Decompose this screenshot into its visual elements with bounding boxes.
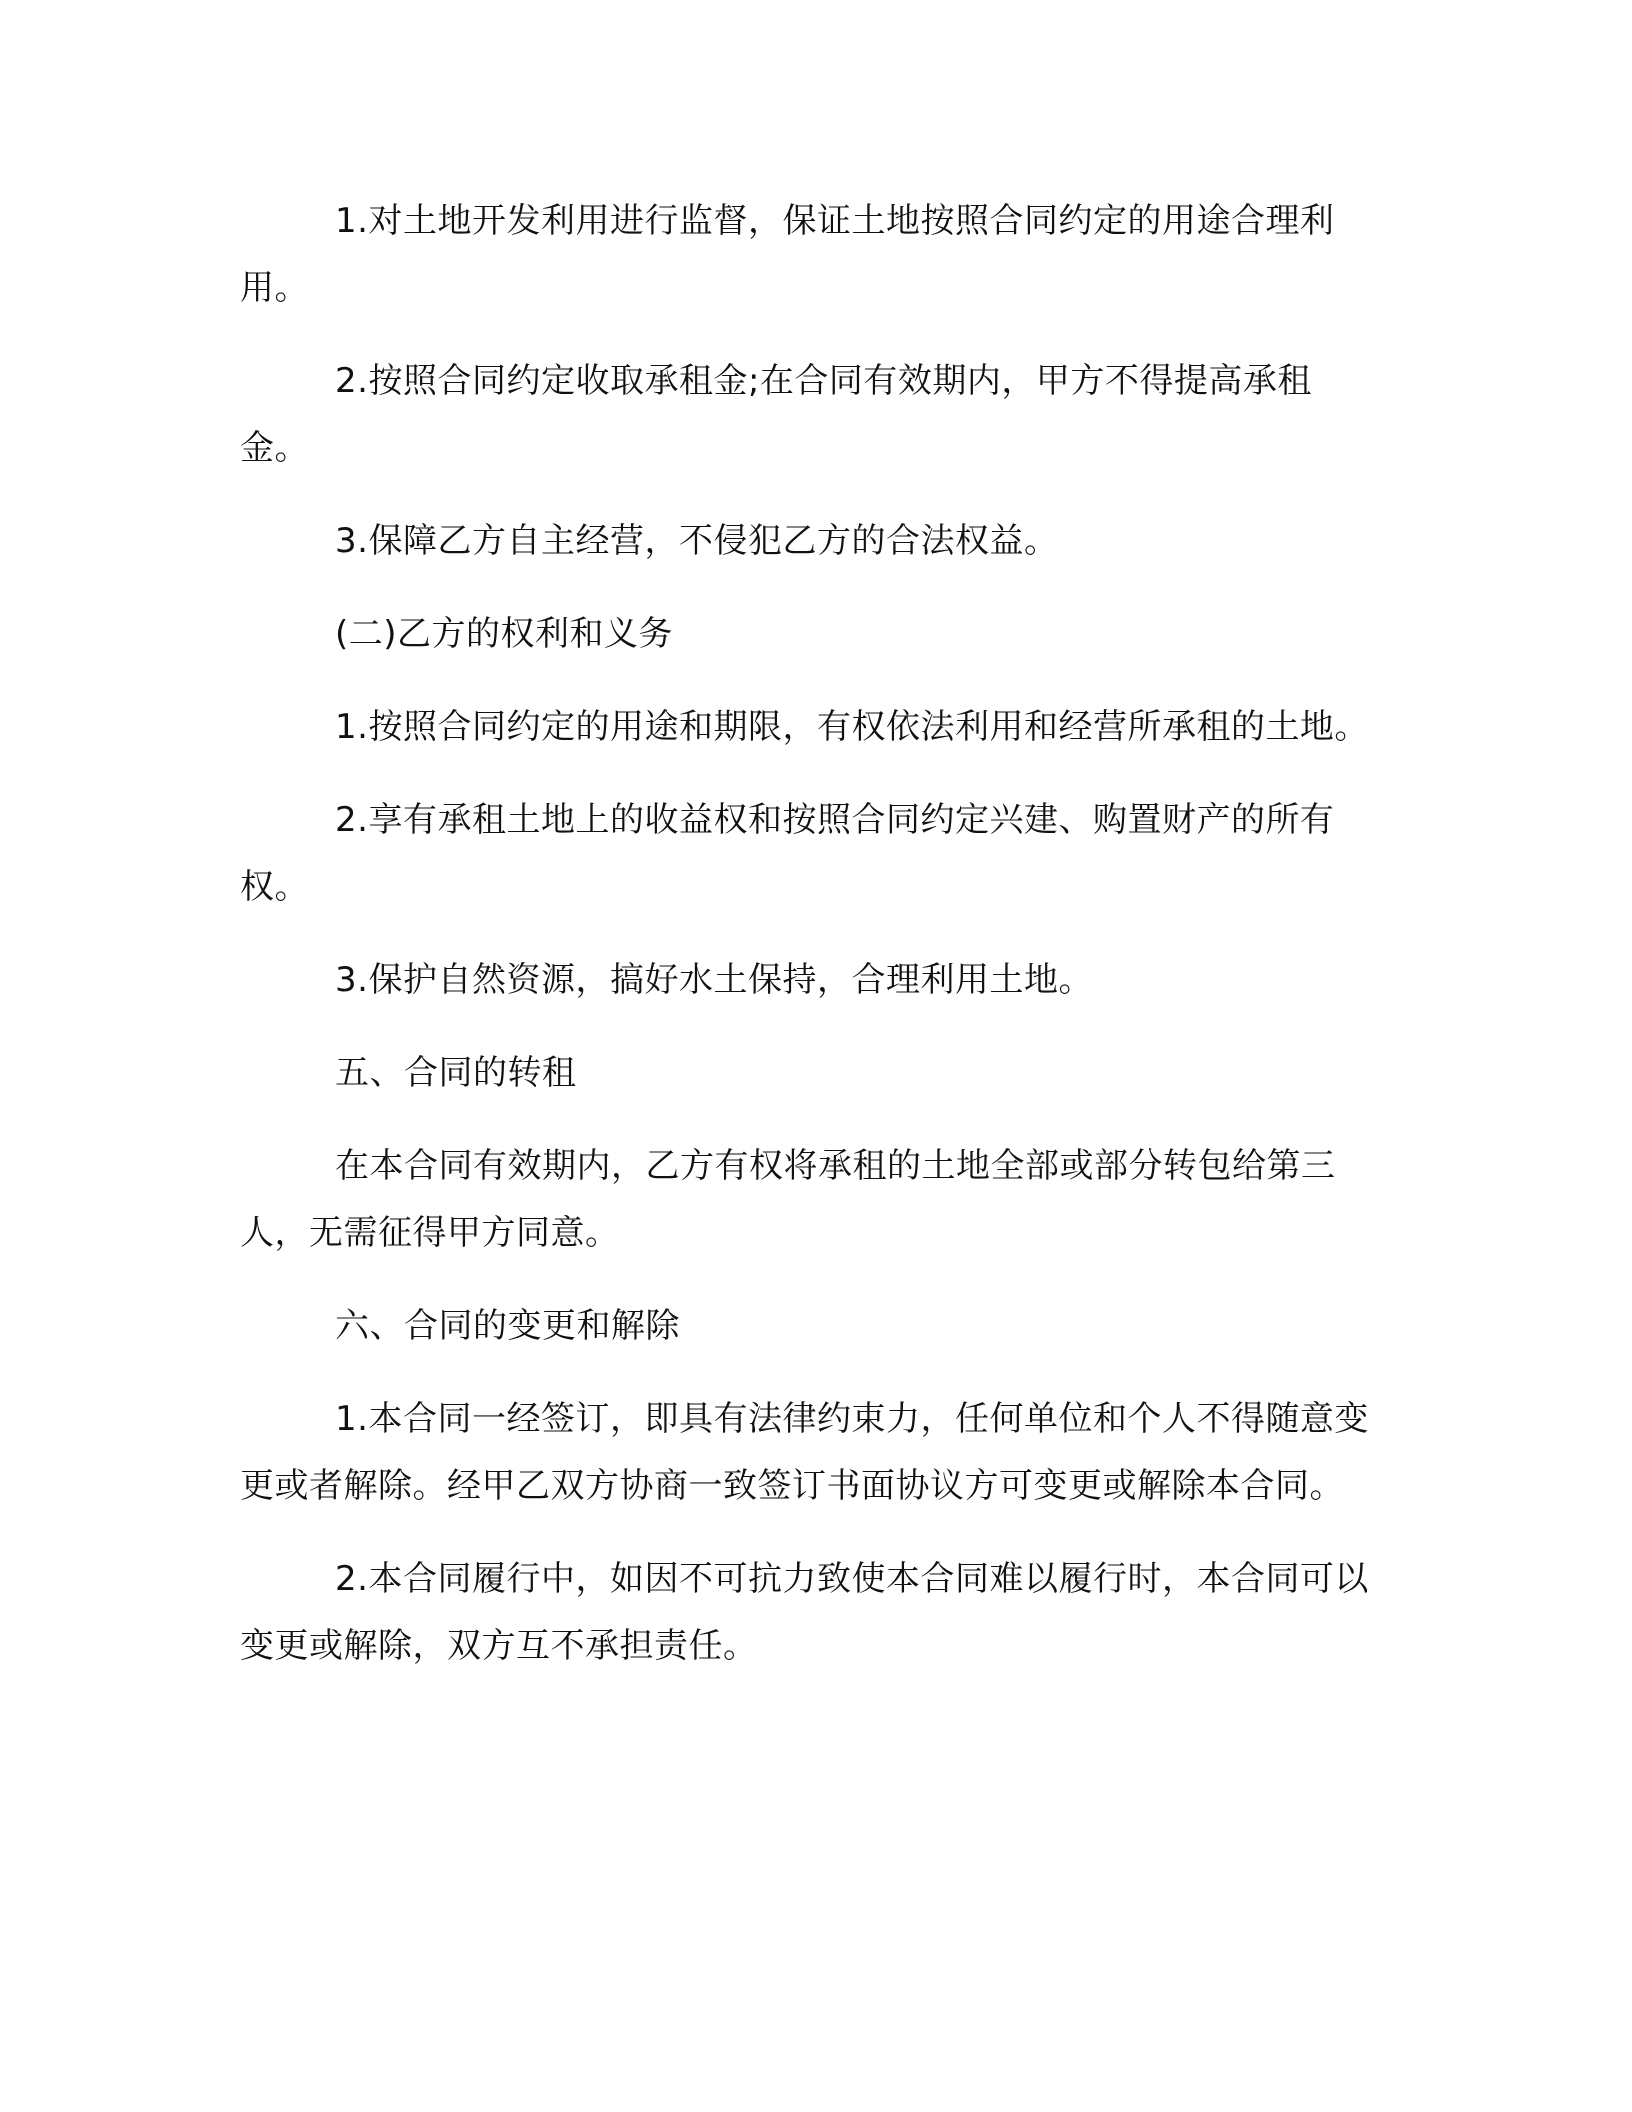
- document-body: [240, 188, 1380, 1680]
- paragraph-sublease: 在本合同有效期内，乙方有权将承租的土地全部或部分转包给第三人，无需征得甲方同意。: [240, 1146, 1336, 1253]
- paragraph-party-b-right-1: 1.按照合同约定的用途和期限，有权依法利用和经营所承租的土地。: [335, 707, 1369, 747]
- section-heading-party-b-rights: (二)乙方的权利和义务: [335, 614, 674, 654]
- section-heading-change-termination: 六、合同的变更和解除: [335, 1306, 680, 1346]
- paragraph-party-a-duty-2: 2.按照合同约定收取承租金;在合同有效期内，甲方不得提高承租金。: [240, 361, 1312, 468]
- paragraph-party-a-duty-3: 3.保障乙方自主经营，不侵犯乙方的合法权益。: [335, 521, 1059, 561]
- paragraph-change-2: 2.本合同履行中，如因不可抗力致使本合同难以履行时，本合同可以变更或解除，双方互不承担责任。: [240, 1559, 1369, 1666]
- paragraph-party-a-duty-1: 1.对土地开发利用进行监督，保证土地按照合同约定的用途合理利用。: [240, 201, 1335, 308]
- paragraph-change-1: 1.本合同一经签订，即具有法律约束力，任何单位和个人不得随意变更或者解除。经甲乙双方协商一致签订书面协议方可变更或解除本合同。: [240, 1399, 1369, 1506]
- paragraph-party-b-right-2: 2.享有承租土地上的收益权和按照合同约定兴建、购置财产的所有权。: [240, 800, 1335, 907]
- paragraph-party-b-right-3: 3.保护自然资源，搞好水土保持，合理利用土地。: [335, 960, 1093, 1000]
- section-heading-sublease: 五、合同的转租: [335, 1053, 577, 1093]
